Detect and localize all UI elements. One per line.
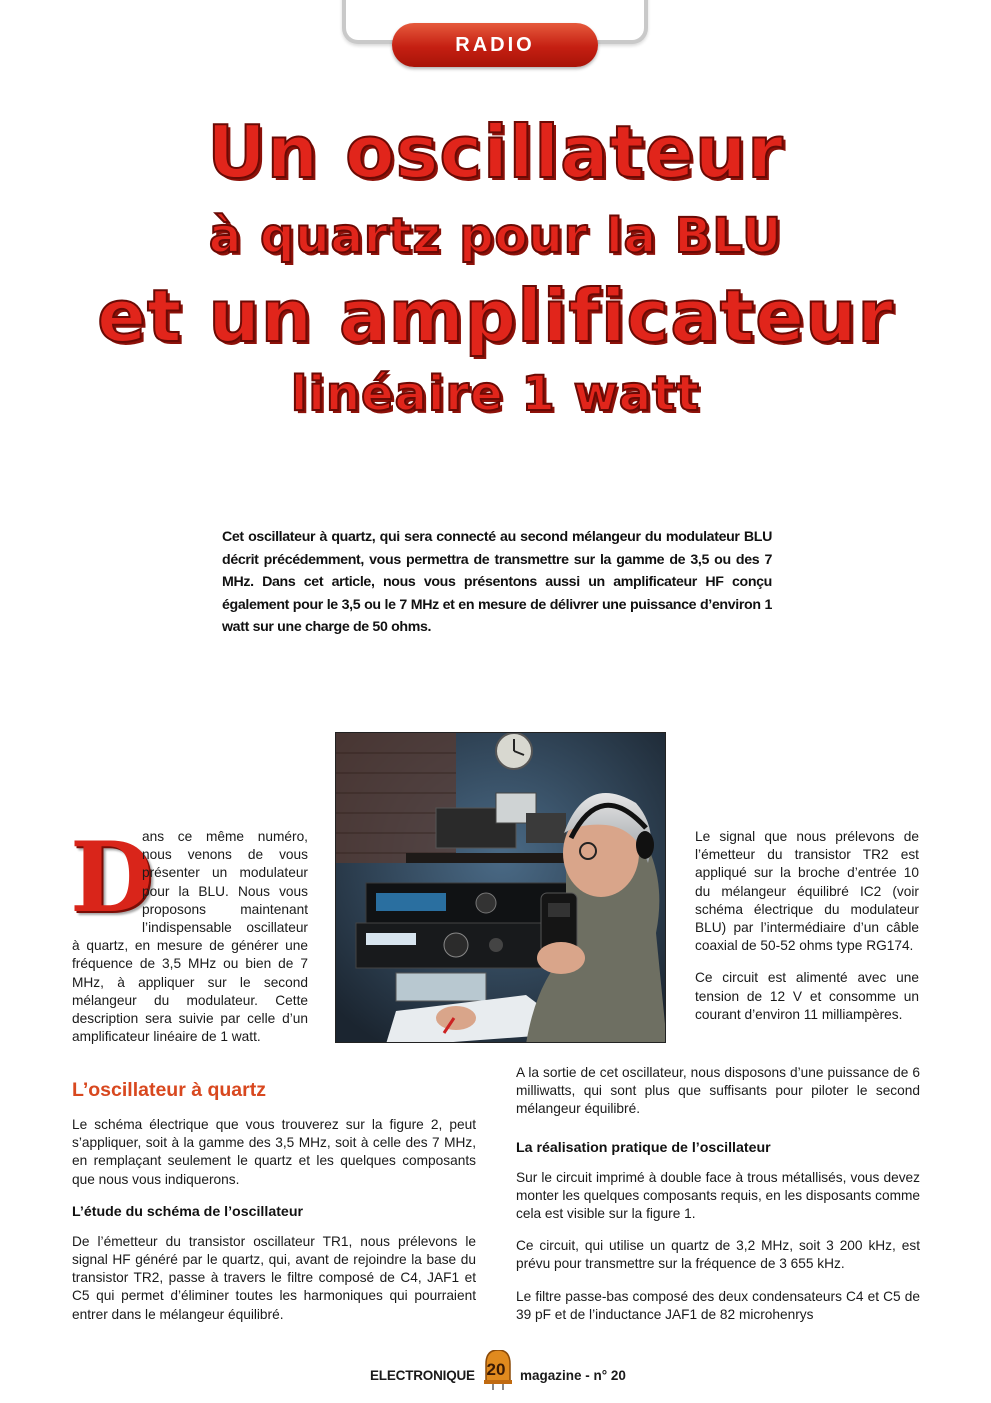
footer-page-number: 20 [486,1360,506,1379]
right-top-paragraph-2: Ce circuit est alimenté avec une tension de 12 V et consomme un courant d’environ 11 milliampères. [695,970,919,1022]
footer-issue: magazine - n° 20 [520,1368,626,1383]
radio-operator-photo [335,732,666,1043]
intro-column [70,821,308,1046]
title-line-2: à quartz pour la BLU [208,208,783,264]
right-paragraph-1: A la sortie de cet oscillateur, nous disposons d’une puissance de 6 milliwatts, qui sont plus que suffisants pour piloter le second mélangeur équilibré. [516,1065,920,1117]
left-column [72,1078,476,1324]
title-line-4: linéaire 1 watt [290,366,701,422]
left-subheading: L’étude du schéma de l’oscillateur [72,1203,304,1220]
right-top-paragraph-1: Le signal que nous prélevons de l’émetteur du transistor TR2 est appliqué sur la broche d’entrée 10 du mélangeur équilibré IC2 (voir schéma électrique du modulateur BLU) par l’intermédiaire d’un câble coaxial de 50-52 ohms type RG174. [695,829,919,954]
title-line-3: et un amplificateur [97,274,894,358]
lead-paragraph: Cet oscillateur à quartz, qui sera connecté au second mélangeur du modulateur BLU décrit précédemment, vous permettra de transmettre sur la gamme de 3,5 ou des 7 MHz. Dans cet article, nous vous présentons aussi un amplificateur HF conçu également pour le 3,5 ou le 7 MHz et en mesure de délivrer une puissance d’environ 1 watt sur une charge de 50 ohms. [222,529,772,636]
footer-magazine-name: ELECTRONIQUE [370,1368,475,1383]
title-line-1: Un oscillateur [207,110,784,194]
right-subheading: La réalisation pratique de l’oscillateur [516,1139,771,1156]
right-paragraph-3: Ce circuit, qui utilise un quartz de 3,2 MHz, soit 3 200 kHz, est prévu pour transmettre sur la fréquence de 3 655 kHz. [516,1238,920,1272]
left-paragraph-2: De l’émetteur du transistor oscillateur TR1, nous prélevons le signal HF généré par le quartz, qui, avant de rejoindre la base du transistor TR2, passe à travers le filtre composé de C4, JAF1 et C5 qui permet d’éliminer toutes les harmoniques qui pourraient entrer dans le mélangeur équilibré. [72,1233,476,1322]
intro-paragraph: ans ce même numéro, nous venons de vous présenter un modulateur pour la BLU. Nous vous proposons maintenant l’indispensable oscillateur à quartz, en mesure de générer une fréquence de 3,5 MHz ou bien de 7 MHz, à appliquer sur le second mélangeur du modulateur. Cette description sera suivie par celle d’un amplificateur linéaire de 1 watt. [72,829,308,1045]
page-footer [0,1360,991,1392]
right-paragraph-4: Le filtre passe-bas composé des deux condensateurs C4 et C5 de 39 pF et de l’inductance JAF1 de 82 microhenrys [516,1288,920,1322]
right-top-column [695,828,919,1024]
section-heading: L’oscillateur à quartz [72,1079,266,1101]
section-badge: RADIO [392,23,598,67]
left-paragraph-1: Le schéma électrique que vous trouverez sur la figure 2, peut s’appliquer, soit à la gamme des 3,5 MHz, soit à celle des 7 MHz, en remplaçant seulement le quartz et les quelques composants que nous vous indiquerons. [72,1117,476,1187]
right-column [516,1064,920,1324]
dropcap-letter: D [70,821,154,934]
right-paragraph-2: Sur le circuit imprimé à double face à trous métallisés, vous devez monter les quelques composants requis, en les disposants comme cela est visible sur la figure 1. [516,1169,920,1222]
